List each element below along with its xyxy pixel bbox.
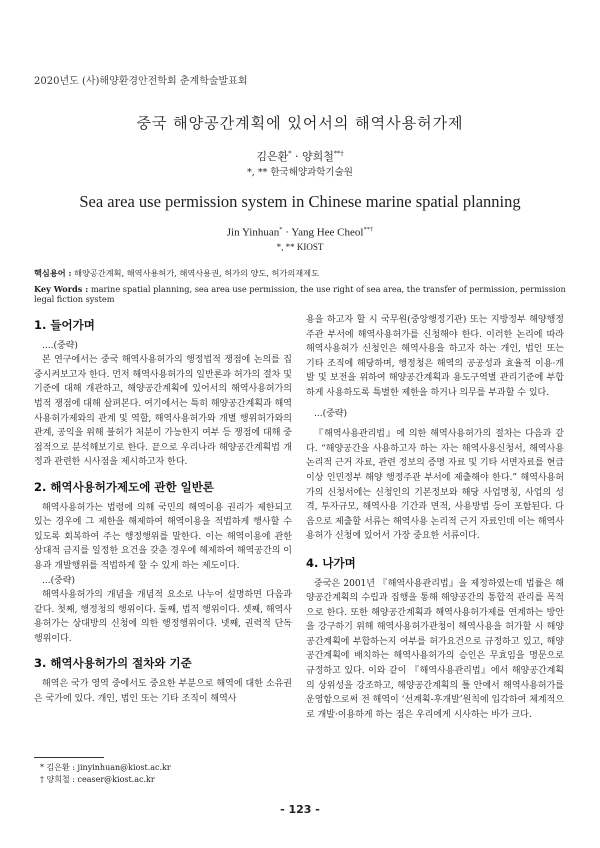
paragraph: 해역사용허가의 개념을 개념적 요소로 나누어 설명하면 다음과 같다. 첫째, 행정청의 행위이다. 둘째, 법적 행위이다. 셋째, 해역사용허가는 상대방의 신청에 의한 행정행위이다. 넷째, 권력적 단독행위이다. — [34, 590, 292, 644]
section-2-heading: 2. 해역사용허가제도에 관한 일반론 — [34, 479, 214, 494]
keywords-korean — [34, 268, 574, 279]
paper-title-korean: 중국 해양공간계획에 있어서의 해역사용허가제 — [136, 114, 464, 132]
paragraph: 해역사용허가는 법령에 의해 국민의 해역이용 권리가 제한되고 있는 경우에 그 제한을 해제하여 해역이용을 적법하게 행사할 수 있도록 회복하여 주는 행정행위를 말한다. 이는 해역이용에 관한 상대적 금지를 일정한 요건을 갖춘 경우에 해제하여 해역공간의 이용과 개발행위를 적법하게 할 수 있게 하는 제도이다. — [34, 502, 292, 571]
author-1-en: Jin Yinhuan — [226, 226, 280, 239]
footnote-1 — [40, 762, 171, 773]
authors-english — [0, 226, 600, 239]
author-2-mark: **† — [333, 149, 344, 158]
author-1-mark: * — [288, 149, 292, 158]
keywords-korean-text: 해양공간계획, 해역사용허가, 해역사용권, 허가의 양도, 허가의재제도 — [71, 268, 319, 278]
affiliation-english: *, ** KIOST — [276, 242, 324, 252]
section-1-heading: 1. 들어가며 — [34, 318, 95, 332]
author-2-en-mark: **† — [363, 226, 374, 233]
omission-note: ....(중략) — [42, 340, 78, 351]
right-column — [306, 313, 564, 722]
footnote-divider — [34, 757, 104, 758]
footnote-2 — [40, 774, 155, 785]
paragraph: 용을 하고자 할 시 국무원(중앙행정기관) 또는 지방정부 해양행정주관 부서에 해역사용허가를 신청해야 한다. 이러한 논리에 따라 해역사용허가 신청인은 해역사용을 하고자 하는 개인, 법인 또는 기타 조직에 해당하며, 행정청은 해역의 공공성과 효율적 이용·개발 및 보전을 위하여 해양공간계획과 용도구역별 관리기준에 부합하게 사용하도록 특별한 제한을 하거나 의무를 부과할 수 있다. — [306, 315, 564, 398]
page-number: - 123 - — [280, 803, 320, 816]
omission-note: ...(중략) — [314, 408, 347, 419]
footnote-1-mark: * — [40, 763, 44, 772]
paragraph: 중국은 2001년 『해역사용관리법』을 제정하였는데 법률은 해양공간계획의 수립과 집행을 통해 해양공간의 통합적 관리를 목적으로 한다. 또한 해양공간계획과 해역사용허가제를 연계하는 방안을 강구하기 위해 해역사용허가관청이 해역사용을 허가할 시 해양공간계획에 부합하는지 여부를 허가요건으로 규정하고 있고, 해양공간계획에 배치하는 해역사용허가의 승인은 무효임을 명문으로 규정하고 있다. 이와 같이 『해역사용관리법』에서 해양공간계획의 상위성을 강조하고, 해양공간계획의 틀 안에서 해역사용허가를 운영함으로써 전 해역이 ‘선계획-후개발’원칙에 입각하여 체계적으로 개발·이용하게 하는 점은 우리에게 시사하는 바가 크다. — [306, 578, 564, 720]
affiliation-korean: *, ** 한국해양과학기술원 — [247, 167, 353, 178]
paragraph: 해역은 국가 영역 중에서도 중요한 부분으로 해역에 대한 소유권은 국가에 있다. 개인, 법인 또는 기타 조직이 해역사 — [34, 679, 292, 704]
keywords-english — [34, 284, 574, 304]
author-2-en: Yang Hee Cheol — [291, 226, 364, 239]
author-en-separator: · — [282, 226, 292, 239]
keywords-english-label: Key Words : — [34, 284, 89, 294]
section-4-heading: 4. 나가며 — [306, 555, 356, 570]
footnote-1-text: 김은환 : jinyinhuan@kiost.ac.kr — [44, 763, 171, 772]
paper-title-english: Sea area use permission system in Chinese marine spatial planning — [79, 192, 521, 211]
author-1-en-mark: * — [279, 226, 283, 233]
conference-header: 2020년도 (사)해양환경안전학회 춘계학술발표회 — [34, 76, 248, 87]
keywords-korean-label: 핵심용어 : — [34, 268, 72, 278]
paragraph: 본 연구에서는 중국 해역사용허가의 행정법적 쟁점에 논의를 집중시켜보고자 한다. 먼저 해역사용허가의 일반론과 허가의 절차 및 기준에 대해 개관하고, 해양공간계획에 있어서의 해역사용허가의 법적 쟁점에 대해 살펴본다. 여기에서는 특히 해양공간계획과 해역사용허가제와의 관계 및 역할, 해역사용허가와 개별 행위허가와의 관계, 공익을 위해 불허가 처분이 가능한지 여부 등 쟁점에 대해 중점적으로 분석해보기로 한다. 끝으로 우리나라 해양공간계획법 개정과 관련한 시사점을 제시하고자 한다. — [34, 355, 292, 468]
author-1: 김은환 — [256, 150, 289, 163]
authors-korean — [0, 148, 600, 164]
section-3-heading: 3. 해역사용허가의 절차와 기준 — [34, 656, 192, 671]
author-separator: · — [291, 150, 302, 163]
footnote-2-mark: † — [40, 775, 44, 784]
omission-note: ...(중략) — [42, 575, 75, 586]
paragraph: 『해역사용관리법』에 의한 해역사용허가의 절차는 다음과 같다. “해양공간을 사용하고자 하는 자는 해역사용신청서, 해역사용 논리적 근거 자료, 관련 정보의 증명 자료 및 기타 서면자료를 현급 이상 인민정부 해양 행정주관 부서에 제출해야 한다.” 해역사용허가의 신청서에는 신청인의 기본정보와 해당 사업명칭, 사업의 성격, 투자규모, 해역사용 기간과 면적, 사용방법 등이 포함된다. 다음으로 제출할 서류는 해역사용 논리적 근거 자료인데 이는 해역사용허가 신청에 있어서 가장 중요한 서류이다. — [306, 429, 564, 542]
left-column — [34, 316, 292, 706]
author-2: 양희철 — [302, 150, 334, 163]
keywords-english-text: marine spatial planning, sea area use permission, the use right of sea area, the transfer of permission, permission legal fiction system — [34, 284, 566, 304]
footnote-2-text: 양희철 : ceaser@kiost.ac.kr — [44, 775, 155, 784]
